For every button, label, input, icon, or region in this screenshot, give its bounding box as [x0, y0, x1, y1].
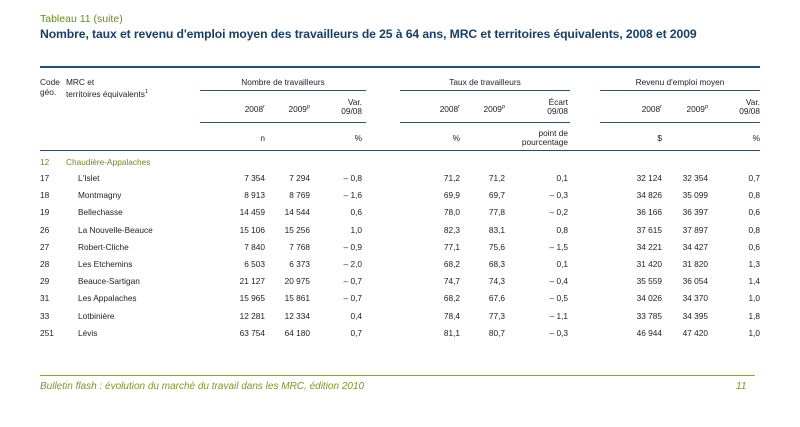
- cell-tecart: 0,1: [556, 173, 568, 183]
- cell-rvar: 0,6: [748, 207, 760, 218]
- cell-name: Montmagny: [78, 190, 122, 201]
- header-code-line1: Code: [40, 77, 60, 87]
- cell-tecart: 0,1: [556, 259, 568, 269]
- region-code: 12: [40, 157, 50, 167]
- unit-point-line1: point de: [538, 128, 568, 138]
- header-revenu-var-line2: 09/08: [739, 106, 760, 116]
- cell-n2008: 7 354: [244, 173, 265, 183]
- cell-r2008: 34 826: [636, 190, 662, 201]
- header-nombre-var-line1: Var.: [347, 97, 362, 107]
- cell-name: Les Appalaches: [78, 293, 137, 304]
- cell-n2009: 20 975: [284, 276, 310, 287]
- table-top-rule: [40, 66, 760, 68]
- header-revenu-rule: [600, 90, 760, 91]
- cell-n2009: 12 334: [284, 310, 310, 321]
- cell-t2008: 74,7: [443, 276, 460, 287]
- cell-r2008: 33 785: [636, 310, 662, 321]
- cell-nvar: – 2,0: [343, 259, 362, 269]
- cell-name: Les Etchemins: [78, 259, 133, 269]
- header-year-rule-revenu: [600, 122, 760, 123]
- cell-rvar: 0,8: [748, 190, 760, 201]
- cell-rvar: 1,3: [748, 259, 760, 269]
- header-revenu-var-line1: Var.: [745, 97, 760, 107]
- cell-nvar: 1,0: [350, 224, 362, 235]
- header-taux-2008-text: 2008: [439, 103, 459, 114]
- cell-n2009: 7 294: [289, 173, 310, 183]
- cell-code: 28: [40, 259, 50, 269]
- header-revenu-2009: [656, 102, 708, 114]
- cell-n2008: 7 840: [244, 241, 265, 252]
- header-revenu-2009-text: 2009: [686, 103, 705, 114]
- footer-text: Bulletin flash : évolution du marché du travail dans les MRC, édition 2010: [40, 381, 365, 392]
- cell-n2008: 14 459: [239, 207, 265, 218]
- cell-r2009: 47 420: [682, 327, 708, 338]
- cell-tecart: 0,8: [556, 224, 568, 235]
- cell-nvar: – 0,7: [343, 293, 362, 304]
- header-taux-2008-sup: r: [458, 104, 460, 110]
- cell-rvar: 1,0: [748, 327, 760, 338]
- header-nombre-rule: [200, 90, 366, 91]
- cell-code: 27: [40, 241, 50, 252]
- cell-tecart: – 0,3: [549, 190, 568, 201]
- header-group-revenu: Revenu d'emploi moyen: [635, 77, 725, 87]
- header-taux-2009-text: 2009: [483, 103, 502, 114]
- header-taux-rule: [400, 90, 570, 91]
- cell-n2009: 6 373: [289, 259, 310, 269]
- cell-code: 18: [40, 190, 50, 201]
- cell-tecart: – 1,1: [549, 310, 568, 321]
- cell-t2009: 67,6: [488, 293, 505, 304]
- header-revenu-2008-sup: r: [660, 104, 662, 110]
- cell-nvar: – 0,7: [343, 276, 362, 287]
- cell-r2009: 37 897: [682, 224, 708, 235]
- unit-revenu: $: [657, 133, 662, 143]
- cell-t2009: 80,7: [488, 327, 505, 338]
- truncated-row-hint: [40, 345, 80, 351]
- cell-t2008: 82,3: [443, 224, 460, 235]
- cell-code: 19: [40, 207, 50, 218]
- region-name: Chaudière-Appalaches: [66, 157, 151, 167]
- cell-r2009: 34 395: [682, 310, 708, 321]
- header-nombre-2009-sup: p: [306, 104, 310, 110]
- cell-r2008: 32 124: [636, 173, 662, 183]
- cell-n2009: 64 180: [284, 327, 310, 338]
- header-year-rule-taux: [400, 122, 570, 123]
- cell-rvar: 1,8: [748, 310, 760, 321]
- header-nombre-2008: [215, 102, 265, 114]
- header-revenu-2008: [610, 102, 662, 114]
- header-nombre-2009-text: 2009: [288, 103, 307, 114]
- header-year-rule-nombre: [200, 122, 366, 123]
- cell-name: Lévis: [78, 327, 98, 338]
- cell-t2009: 71,2: [488, 173, 505, 183]
- unit-nombre: n: [260, 133, 265, 143]
- cell-tecart: – 0,3: [549, 327, 568, 338]
- cell-t2008: 78,4: [443, 310, 460, 321]
- cell-r2009: 34 427: [682, 241, 708, 252]
- cell-name: Beauce-Sartigan: [78, 276, 140, 287]
- cell-tecart: – 0,2: [549, 207, 568, 218]
- cell-t2009: 83,1: [488, 224, 505, 235]
- header-revenu-2008-text: 2008: [641, 103, 661, 114]
- cell-nvar: – 1,6: [343, 190, 362, 201]
- cell-nvar: – 0,9: [343, 241, 362, 252]
- cell-r2008: 34 221: [636, 241, 662, 252]
- cell-code: 33: [40, 310, 50, 321]
- header-mrc-footnote: 1: [144, 89, 148, 95]
- cell-t2008: 71,2: [443, 173, 460, 183]
- unit-taux: %: [452, 133, 460, 143]
- cell-r2008: 31 420: [636, 259, 662, 269]
- header-taux-2008: [410, 102, 460, 114]
- cell-code: 26: [40, 224, 50, 235]
- cell-tecart: – 1,5: [549, 241, 568, 252]
- cell-r2009: 31 820: [682, 259, 708, 269]
- cell-nvar: 0,7: [350, 327, 362, 338]
- title-block: [40, 13, 780, 42]
- header-revenu-2009-sup: p: [704, 104, 708, 110]
- header-taux-ecart-line2: 09/08: [547, 106, 568, 116]
- cell-name: L'Islet: [78, 173, 100, 183]
- cell-tecart: – 0,5: [549, 293, 568, 304]
- cell-n2009: 7 768: [289, 241, 310, 252]
- header-group-taux: Taux de travailleurs: [449, 77, 521, 87]
- page-number: 11: [736, 381, 747, 392]
- cell-n2008: 15 106: [239, 224, 265, 235]
- cell-code: 251: [40, 327, 54, 338]
- header-nombre-2008-sup: r: [263, 104, 265, 110]
- cell-tecart: – 0,4: [549, 276, 568, 287]
- header-mrc-line2-text: territoires équivalents: [66, 88, 145, 99]
- cell-r2009: 34 370: [682, 293, 708, 304]
- cell-rvar: 0,7: [748, 173, 760, 183]
- cell-t2008: 81,1: [443, 327, 460, 338]
- cell-t2009: 69,7: [488, 190, 505, 201]
- header-mrc-line1: MRC et: [66, 77, 95, 87]
- unit-point-line2: pourcentage: [521, 137, 568, 147]
- cell-n2009: 15 256: [284, 224, 310, 235]
- cell-n2008: 63 754: [239, 327, 265, 338]
- cell-n2009: 14 544: [284, 207, 310, 218]
- table-label: Tableau 11 (suite): [40, 13, 123, 25]
- header-taux-2009: [455, 102, 505, 114]
- cell-code: 17: [40, 173, 50, 183]
- cell-r2008: 35 559: [636, 276, 662, 287]
- cell-t2009: 75,6: [488, 241, 505, 252]
- cell-r2009: 35 099: [682, 190, 708, 201]
- cell-rvar: 1,0: [748, 293, 760, 304]
- cell-t2008: 78,0: [443, 207, 460, 218]
- cell-r2009: 36 397: [682, 207, 708, 218]
- cell-code: 31: [40, 293, 50, 304]
- cell-n2008: 8 913: [244, 190, 265, 201]
- header-group-nombre: Nombre de travailleurs: [241, 77, 325, 87]
- footer-rule: [40, 375, 755, 376]
- cell-t2008: 77,1: [443, 241, 460, 252]
- header-nombre-2008-text: 2008: [244, 103, 264, 114]
- cell-name: La Nouvelle-Beauce: [78, 224, 153, 235]
- cell-r2008: 34 026: [636, 293, 662, 304]
- header-nombre-var-line2: 09/08: [341, 106, 362, 116]
- header-bottom-rule: [40, 150, 760, 151]
- cell-t2008: 69,9: [443, 190, 460, 201]
- cell-t2009: 77,8: [488, 207, 505, 218]
- cell-code: 29: [40, 276, 50, 287]
- header-mrc-line2: [66, 87, 148, 99]
- cell-t2009: 74,3: [488, 276, 505, 287]
- unit-nombre-var: %: [354, 133, 362, 143]
- cell-n2009: 8 769: [289, 190, 310, 201]
- cell-nvar: – 0,8: [343, 173, 362, 183]
- cell-name: Lotbinière: [78, 310, 115, 321]
- header-code-line2: géo.: [40, 87, 57, 97]
- cell-name: Bellechasse: [78, 207, 123, 218]
- header-nombre-2009: [260, 102, 310, 114]
- cell-r2009: 32 354: [682, 173, 708, 183]
- cell-r2009: 36 054: [682, 276, 708, 287]
- cell-t2009: 77,3: [488, 310, 505, 321]
- cell-name: Robert-Cliche: [78, 241, 129, 252]
- cell-rvar: 0,6: [748, 241, 760, 252]
- cell-n2008: 12 281: [239, 310, 265, 321]
- cell-t2008: 68,2: [443, 259, 460, 269]
- cell-nvar: 0,6: [350, 207, 362, 218]
- header-taux-ecart-line1: Écart: [548, 97, 568, 107]
- cell-n2008: 6 503: [244, 259, 265, 269]
- cell-n2009: 15 861: [284, 293, 310, 304]
- cell-rvar: 1,4: [748, 276, 760, 287]
- cell-t2008: 68,2: [443, 293, 460, 304]
- cell-n2008: 21 127: [239, 276, 265, 287]
- table-title: Nombre, taux et revenu d'emploi moyen des travailleurs de 25 à 64 ans, MRC et territoires équivalents, 2008 et 2009: [40, 27, 697, 41]
- cell-r2008: 46 944: [636, 327, 662, 338]
- cell-r2008: 37 615: [636, 224, 662, 235]
- cell-n2008: 15 965: [239, 293, 265, 304]
- cell-t2009: 68,3: [488, 259, 505, 269]
- header-taux-2009-sup: p: [501, 104, 505, 110]
- cell-nvar: 0,4: [350, 310, 362, 321]
- unit-revenu-var: %: [752, 133, 760, 143]
- cell-r2008: 36 166: [636, 207, 662, 218]
- cell-rvar: 0,8: [748, 224, 760, 235]
